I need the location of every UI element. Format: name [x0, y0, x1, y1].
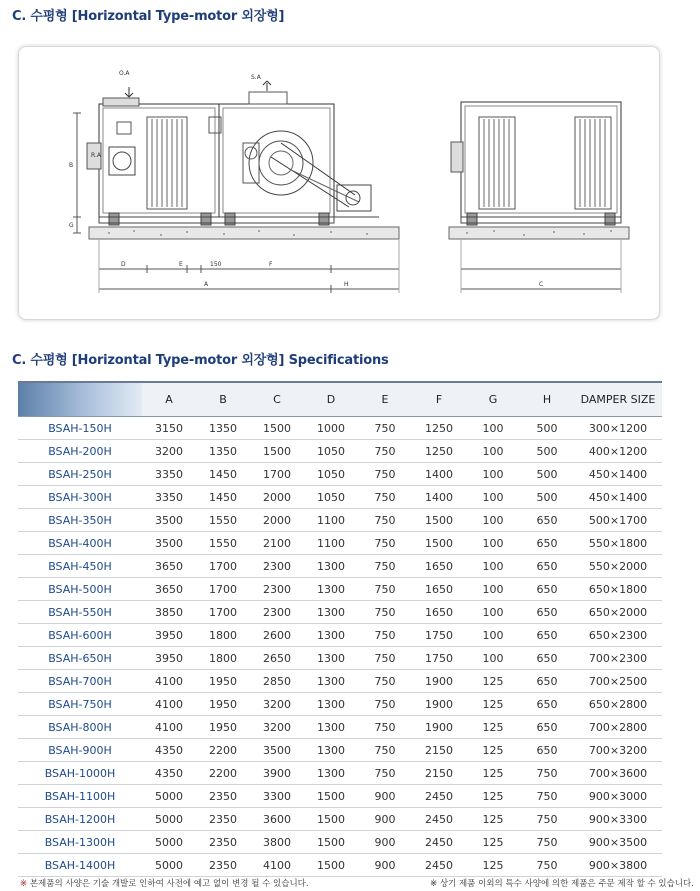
dim-c-label: C — [539, 281, 544, 288]
cell-a: 5000 — [142, 808, 196, 831]
end-view — [449, 102, 629, 293]
cell-g: 100 — [466, 647, 520, 670]
cell-d: 1500 — [304, 854, 358, 877]
cell-model: BSAH-150H — [18, 417, 142, 440]
cell-model: BSAH-300H — [18, 486, 142, 509]
cell-c: 2650 — [250, 647, 304, 670]
table-row — [18, 463, 662, 486]
cell-model: BSAH-1100H — [18, 785, 142, 808]
table-row — [18, 831, 662, 854]
cell-g: 100 — [466, 578, 520, 601]
cell-e: 750 — [358, 716, 412, 739]
footnote-right — [430, 877, 694, 889]
cell-h: 650 — [520, 578, 574, 601]
header-g: G — [466, 382, 520, 417]
cell-h: 750 — [520, 785, 574, 808]
dim-150-label: 150 — [210, 261, 222, 268]
note-mark: ※ — [430, 879, 438, 889]
cell-a: 3500 — [142, 509, 196, 532]
header-b: B — [196, 382, 250, 417]
cell-a: 3500 — [142, 532, 196, 555]
dim-e-label: E — [179, 261, 183, 268]
table-row — [18, 486, 662, 509]
section-title: C. 수평형 [Horizontal Type-motor 외장형] — [12, 9, 285, 24]
cell-c: 2300 — [250, 601, 304, 624]
cell-damper-size: 450×1400 — [574, 463, 662, 486]
table-header-row — [18, 382, 662, 417]
cell-e: 750 — [358, 509, 412, 532]
dim-a-label: A — [204, 281, 209, 288]
cell-c: 1700 — [250, 463, 304, 486]
cell-h: 500 — [520, 440, 574, 463]
cell-f: 2150 — [412, 739, 466, 762]
cell-h: 650 — [520, 509, 574, 532]
cell-damper-size: 700×2800 — [574, 716, 662, 739]
cell-a: 3950 — [142, 647, 196, 670]
cell-g: 125 — [466, 854, 520, 877]
cell-h: 750 — [520, 831, 574, 854]
cell-c: 2300 — [250, 555, 304, 578]
header-damper-size: DAMPER SIZE — [574, 382, 662, 417]
cell-c: 2000 — [250, 486, 304, 509]
cell-e: 900 — [358, 785, 412, 808]
table-row — [18, 785, 662, 808]
cell-b: 2350 — [196, 831, 250, 854]
cell-e: 750 — [358, 601, 412, 624]
cell-model: BSAH-350H — [18, 509, 142, 532]
cell-a: 3650 — [142, 578, 196, 601]
cell-damper-size: 700×3600 — [574, 762, 662, 785]
oa-label: O.A — [119, 70, 130, 77]
cell-d: 1100 — [304, 532, 358, 555]
cell-a: 3350 — [142, 463, 196, 486]
cell-d: 1300 — [304, 693, 358, 716]
cell-e: 900 — [358, 831, 412, 854]
cell-c: 2600 — [250, 624, 304, 647]
cell-c: 1500 — [250, 417, 304, 440]
specifications-table — [18, 381, 662, 877]
cell-f: 1400 — [412, 463, 466, 486]
cell-h: 650 — [520, 739, 574, 762]
cell-c: 4100 — [250, 854, 304, 877]
cell-model: BSAH-1200H — [18, 808, 142, 831]
header-f: F — [412, 382, 466, 417]
cell-f: 2150 — [412, 762, 466, 785]
cell-a: 4100 — [142, 670, 196, 693]
dim-g-label: G — [69, 222, 74, 229]
cell-e: 750 — [358, 555, 412, 578]
cell-b: 1700 — [196, 601, 250, 624]
note-text: 본제품의 사양은 기술 개발로 인하여 사전에 예고 없이 변경 될 수 있습니다. — [27, 879, 309, 889]
cell-a: 3150 — [142, 417, 196, 440]
cell-b: 2200 — [196, 762, 250, 785]
cell-g: 125 — [466, 693, 520, 716]
cell-a: 3650 — [142, 555, 196, 578]
cell-g: 100 — [466, 555, 520, 578]
header-a: A — [142, 382, 196, 417]
cell-e: 750 — [358, 762, 412, 785]
cell-h: 500 — [520, 486, 574, 509]
cell-b: 1450 — [196, 486, 250, 509]
cell-b: 1350 — [196, 417, 250, 440]
cell-a: 5000 — [142, 854, 196, 877]
cell-d: 1300 — [304, 555, 358, 578]
cell-g: 100 — [466, 532, 520, 555]
cell-c: 3600 — [250, 808, 304, 831]
cell-d: 1300 — [304, 670, 358, 693]
cell-f: 1900 — [412, 693, 466, 716]
cell-e: 750 — [358, 532, 412, 555]
cell-b: 1800 — [196, 624, 250, 647]
cell-c: 3900 — [250, 762, 304, 785]
cell-g: 125 — [466, 716, 520, 739]
cell-d: 1100 — [304, 509, 358, 532]
cell-model: BSAH-750H — [18, 693, 142, 716]
cell-d: 1500 — [304, 831, 358, 854]
cell-model: BSAH-600H — [18, 624, 142, 647]
cell-model: BSAH-250H — [18, 463, 142, 486]
cell-h: 650 — [520, 532, 574, 555]
cell-b: 1700 — [196, 555, 250, 578]
cell-d: 1500 — [304, 785, 358, 808]
cell-h: 750 — [520, 762, 574, 785]
table-row — [18, 716, 662, 739]
cell-f: 1400 — [412, 486, 466, 509]
cell-e: 750 — [358, 647, 412, 670]
sa-label: S.A — [251, 74, 261, 81]
table-row — [18, 808, 662, 831]
cell-g: 100 — [466, 624, 520, 647]
cell-c: 2300 — [250, 578, 304, 601]
side-view — [69, 70, 399, 293]
cell-damper-size: 550×1800 — [574, 532, 662, 555]
cell-e: 900 — [358, 808, 412, 831]
cell-damper-size: 650×1800 — [574, 578, 662, 601]
cell-e: 750 — [358, 486, 412, 509]
unit-drawing — [19, 47, 659, 319]
cell-a: 4350 — [142, 762, 196, 785]
cell-b: 1550 — [196, 532, 250, 555]
cell-d: 1050 — [304, 440, 358, 463]
cell-h: 750 — [520, 808, 574, 831]
table-row — [18, 417, 662, 440]
cell-model: BSAH-700H — [18, 670, 142, 693]
cell-g: 100 — [466, 509, 520, 532]
cell-c: 3500 — [250, 739, 304, 762]
cell-model: BSAH-1000H — [18, 762, 142, 785]
cell-damper-size: 700×3200 — [574, 739, 662, 762]
cell-e: 750 — [358, 739, 412, 762]
cell-a: 3200 — [142, 440, 196, 463]
cell-damper-size: 650×2800 — [574, 693, 662, 716]
cell-damper-size: 900×3800 — [574, 854, 662, 877]
cell-model: BSAH-550H — [18, 601, 142, 624]
cell-model: BSAH-400H — [18, 532, 142, 555]
table-row — [18, 509, 662, 532]
cell-b: 1950 — [196, 670, 250, 693]
cell-b: 1950 — [196, 716, 250, 739]
cell-model: BSAH-200H — [18, 440, 142, 463]
table-row — [18, 601, 662, 624]
cell-h: 650 — [520, 670, 574, 693]
table-row — [18, 578, 662, 601]
cell-g: 125 — [466, 670, 520, 693]
cell-e: 750 — [358, 670, 412, 693]
cell-damper-size: 900×3000 — [574, 785, 662, 808]
cell-e: 750 — [358, 440, 412, 463]
table-row — [18, 555, 662, 578]
cell-f: 1650 — [412, 578, 466, 601]
cell-b: 1550 — [196, 509, 250, 532]
header-model — [18, 382, 142, 417]
cell-a: 3850 — [142, 601, 196, 624]
cell-b: 2350 — [196, 854, 250, 877]
cell-model: BSAH-900H — [18, 739, 142, 762]
cell-model: BSAH-650H — [18, 647, 142, 670]
cell-b: 2350 — [196, 808, 250, 831]
header-e: E — [358, 382, 412, 417]
cell-d: 1300 — [304, 647, 358, 670]
dim-f-label: F — [269, 261, 273, 268]
cell-c: 1500 — [250, 440, 304, 463]
cell-g: 100 — [466, 463, 520, 486]
table-row — [18, 647, 662, 670]
table-row — [18, 532, 662, 555]
cell-d: 1300 — [304, 716, 358, 739]
table-row — [18, 440, 662, 463]
cell-h: 500 — [520, 463, 574, 486]
table-row — [18, 670, 662, 693]
footnote-left — [20, 877, 309, 889]
cell-b: 1800 — [196, 647, 250, 670]
cell-f: 1250 — [412, 417, 466, 440]
cell-damper-size: 300×1200 — [574, 417, 662, 440]
cell-d: 1300 — [304, 624, 358, 647]
cell-f: 1900 — [412, 670, 466, 693]
cell-d: 1050 — [304, 463, 358, 486]
cell-damper-size: 650×2300 — [574, 624, 662, 647]
table-row — [18, 739, 662, 762]
cell-f: 1500 — [412, 509, 466, 532]
cell-h: 650 — [520, 555, 574, 578]
cell-damper-size: 900×3500 — [574, 831, 662, 854]
cell-a: 4350 — [142, 739, 196, 762]
cell-d: 1000 — [304, 417, 358, 440]
cell-b: 1350 — [196, 440, 250, 463]
cell-g: 125 — [466, 831, 520, 854]
cell-model: BSAH-500H — [18, 578, 142, 601]
cell-g: 100 — [466, 440, 520, 463]
cell-f: 2450 — [412, 831, 466, 854]
cell-e: 900 — [358, 854, 412, 877]
cell-damper-size: 900×3300 — [574, 808, 662, 831]
cell-h: 500 — [520, 417, 574, 440]
ra-label: R.A — [91, 152, 101, 159]
cell-damper-size: 550×2000 — [574, 555, 662, 578]
cell-h: 650 — [520, 693, 574, 716]
cell-b: 1450 — [196, 463, 250, 486]
cell-d: 1500 — [304, 808, 358, 831]
cell-g: 100 — [466, 486, 520, 509]
cell-a: 3350 — [142, 486, 196, 509]
cell-d: 1300 — [304, 578, 358, 601]
cell-model: BSAH-1400H — [18, 854, 142, 877]
table-row — [18, 624, 662, 647]
cell-f: 1500 — [412, 532, 466, 555]
note-mark: ※ — [20, 879, 28, 889]
cell-b: 1700 — [196, 578, 250, 601]
cell-e: 750 — [358, 624, 412, 647]
cell-c: 2850 — [250, 670, 304, 693]
cell-h: 750 — [520, 854, 574, 877]
cell-h: 650 — [520, 624, 574, 647]
cell-damper-size: 650×2000 — [574, 601, 662, 624]
cell-d: 1300 — [304, 601, 358, 624]
cell-g: 125 — [466, 739, 520, 762]
cell-f: 1650 — [412, 555, 466, 578]
cell-h: 650 — [520, 716, 574, 739]
cell-e: 750 — [358, 693, 412, 716]
header-c: C — [250, 382, 304, 417]
cell-c: 3200 — [250, 716, 304, 739]
cell-c: 3800 — [250, 831, 304, 854]
cell-e: 750 — [358, 578, 412, 601]
cell-b: 1950 — [196, 693, 250, 716]
cell-b: 2200 — [196, 739, 250, 762]
cell-e: 750 — [358, 417, 412, 440]
cell-g: 125 — [466, 762, 520, 785]
cell-a: 4100 — [142, 716, 196, 739]
cell-h: 650 — [520, 601, 574, 624]
table-row — [18, 854, 662, 877]
header-d: D — [304, 382, 358, 417]
cell-g: 125 — [466, 785, 520, 808]
spec-title: C. 수평형 [Horizontal Type-motor 외장형] Specifications — [12, 353, 389, 368]
cell-b: 2350 — [196, 785, 250, 808]
note-text: 상기 제품 이외의 특수 사양에 의한 제품은 주문 제작 할 수 있습니다. — [437, 879, 694, 889]
cell-damper-size: 700×2300 — [574, 647, 662, 670]
cell-a: 4100 — [142, 693, 196, 716]
dim-h-label: H — [344, 281, 349, 288]
technical-drawing-panel — [18, 46, 660, 320]
cell-a: 3950 — [142, 624, 196, 647]
cell-f: 1750 — [412, 647, 466, 670]
cell-d: 1300 — [304, 762, 358, 785]
cell-f: 1900 — [412, 716, 466, 739]
cell-f: 1750 — [412, 624, 466, 647]
cell-c: 3200 — [250, 693, 304, 716]
cell-c: 3300 — [250, 785, 304, 808]
cell-f: 2450 — [412, 785, 466, 808]
cell-f: 1650 — [412, 601, 466, 624]
cell-damper-size: 400×1200 — [574, 440, 662, 463]
table-row — [18, 693, 662, 716]
cell-a: 5000 — [142, 831, 196, 854]
cell-damper-size: 500×1700 — [574, 509, 662, 532]
cell-damper-size: 700×2500 — [574, 670, 662, 693]
cell-g: 100 — [466, 417, 520, 440]
cell-d: 1050 — [304, 486, 358, 509]
cell-c: 2100 — [250, 532, 304, 555]
cell-g: 100 — [466, 601, 520, 624]
cell-f: 2450 — [412, 808, 466, 831]
cell-f: 2450 — [412, 854, 466, 877]
header-h: H — [520, 382, 574, 417]
cell-model: BSAH-1300H — [18, 831, 142, 854]
cell-model: BSAH-450H — [18, 555, 142, 578]
cell-h: 650 — [520, 647, 574, 670]
cell-g: 125 — [466, 808, 520, 831]
cell-f: 1250 — [412, 440, 466, 463]
table-row — [18, 762, 662, 785]
dim-d-label: D — [121, 261, 126, 268]
cell-a: 5000 — [142, 785, 196, 808]
cell-damper-size: 450×1400 — [574, 486, 662, 509]
cell-d: 1300 — [304, 739, 358, 762]
dim-b-label: B — [69, 162, 74, 169]
cell-c: 2000 — [250, 509, 304, 532]
cell-model: BSAH-800H — [18, 716, 142, 739]
cell-e: 750 — [358, 463, 412, 486]
